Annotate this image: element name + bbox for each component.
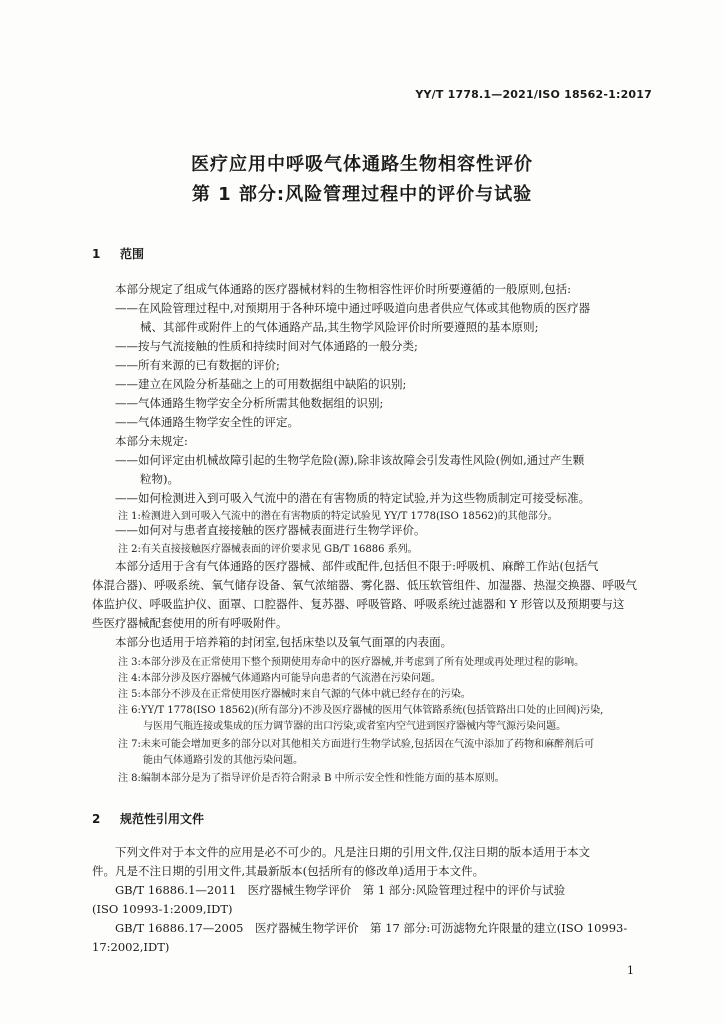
scope-item: ——建立在风险分析基础之上的可用数据组中缺陷的识别;: [115, 377, 407, 391]
applicability-incubator: 本部分也适用于培养箱的封闭室,包括床垫以及氧气面罩的内表面。: [115, 635, 453, 649]
references-intro-continuation: 件。凡是不注日期的引用文件,其最新版本(包括所有的修改单)适用于本文件。: [92, 864, 485, 878]
scope-item: ——按与气流接触的性质和持续时间对气体通路的一般分类;: [115, 339, 418, 353]
applicability-paragraph-continuation: 些医疗器械配套使用的所有呼吸附件。: [92, 616, 288, 630]
note-7: 注 7:未来可能会增加更多的部分以对其他相关方面进行生物学试验,包括因在气流中添加了药物和麻醉剂后可: [118, 739, 595, 750]
applicability-paragraph-continuation: 体监护仪、呼吸监护仪、面罩、口腔器件、复苏器、呼吸管路、呼吸系统过滤器和 Y 形管以及预期要与这: [92, 597, 625, 611]
section-1-heading: [92, 245, 144, 262]
note-1: 注 1:检测进入到可吸入气流中的潜在有害物质的特定试验见 YY/T 1778(ISO 18562)的其他部分。: [118, 511, 558, 522]
exclusion-item: ——如何检测进入到可吸入气流中的潜在有害物质的特定试验,并为这些物质制定可接受标准。: [115, 491, 591, 505]
scope-exclusions-intro: 本部分未规定:: [115, 434, 188, 448]
document-title-line-1: 医疗应用中呼吸气体通路生物相容性评价: [191, 154, 533, 175]
exclusion-item: ——如何对与患者直接接触的医疗器械表面进行生物学评价。: [115, 523, 426, 537]
references-intro: 下列文件对于本文件的应用是必不可少的。凡是注日期的引用文件,仅注日期的版本适用于本文: [115, 845, 591, 859]
exclusion-item: ——如何评定由机械故障引起的生物学危险(源),除非该故障会引发毒性风险(例如,通过产生颗: [115, 453, 585, 467]
section-2-heading: [92, 810, 204, 827]
section-title: 范围: [120, 247, 145, 261]
section-title: 规范性引用文件: [120, 812, 205, 826]
applicability-paragraph: 本部分适用于含有气体通路的医疗器械、部件或配件,包括但不限于:呼吸机、麻醉工作站(包括气: [115, 559, 599, 573]
standard-number: YY/T 1778.1—2021/ISO 18562-1:2017: [415, 88, 652, 101]
scope-item-continuation: 械、其部件或附件上的气体通路产品,其生物学风险评价时所要遵照的基本原则;: [140, 320, 539, 334]
scope-intro: 本部分规定了组成气体通路的医疗器械材料的生物相容性评价时所要遵循的一般原则,包括:: [115, 282, 572, 296]
note-6: 注 6:YY/T 1778(ISO 18562)(所有部分)不涉及医疗器械的医用气体管路系统(包括管路出口处的止回阀)污染,: [118, 705, 604, 716]
section-number: 1: [92, 247, 101, 261]
note-5: 注 5:本部分不涉及在正常使用医疗器械时来自气源的气体中就已经存在的污染。: [118, 689, 471, 700]
scope-item: ——气体通路生物学安全分析所需其他数据组的识别;: [115, 396, 384, 410]
scope-item: ——在风险管理过程中,对预期用于各种环境中通过呼吸道向患者供应气体或其他物质的医疗器: [115, 301, 591, 315]
reference-entry: GB/T 16886.17—2005 医疗器械生物学评价 第 17 部分:可沥滤物允许限量的建立(ISO 10993-: [115, 921, 628, 935]
note-6-continuation: 与医用气瓶连接或集成的压力调节器的出口污染,或者室内空气进到医疗器械内等气源污染问题。: [143, 721, 567, 732]
scan-artifact: [255, 722, 515, 724]
document-title-line-2: 第 1 部分:风险管理过程中的评价与试验: [191, 184, 533, 205]
note-8: 注 8:编制本部分是为了指导评价是否符合附录 B 中所示安全性和性能方面的基本原则。: [118, 773, 505, 784]
scope-item: ——所有来源的已有数据的评价;: [115, 358, 280, 372]
section-number: 2: [92, 812, 101, 826]
reference-entry-continuation: 17:2002,IDT): [92, 940, 170, 954]
note-4: 注 4:本部分涉及医疗器械气体通路内可能导向患者的气流潜在污染问题。: [118, 673, 441, 684]
note-3: 注 3:本部分涉及在正常使用下整个预期使用寿命中的医疗器械,并考虑到了所有处理或再处理过程的影响。: [118, 657, 585, 668]
note-7-continuation: 能由气体通路引发的其他污染问题。: [143, 755, 303, 766]
applicability-paragraph-continuation: 体混合器)、呼吸系统、氧气储存设备、氧气浓缩器、雾化器、低压软管组件、加湿器、热湿交换器、呼吸气: [92, 578, 637, 592]
reference-entry: GB/T 16886.1—2011 医疗器械生物学评价 第 1 部分:风险管理过程中的评价与试验: [115, 883, 566, 897]
page-number: 1: [627, 964, 634, 977]
exclusion-item-continuation: 粒物)。: [140, 472, 179, 486]
note-2: 注 2:有关直接接触医疗器械表面的评价要求见 GB/T 16886 系列。: [118, 544, 418, 555]
scope-item: ——气体通路生物学安全性的评定。: [115, 415, 299, 429]
reference-entry-continuation: (ISO 10993-1:2009,IDT): [92, 902, 233, 916]
